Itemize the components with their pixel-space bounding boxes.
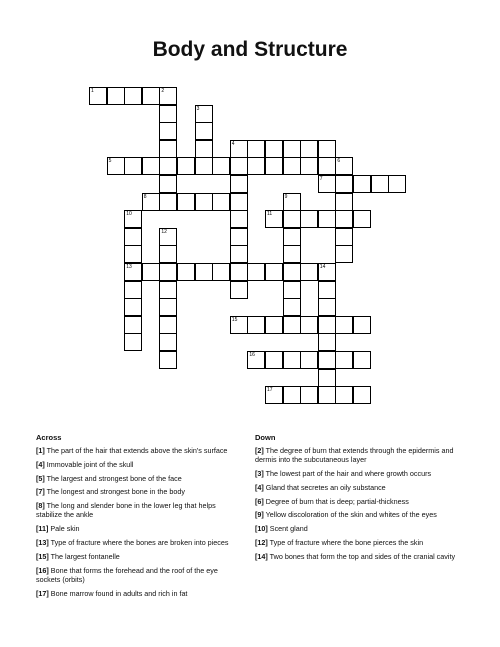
clue-number-label: [5]: [36, 473, 45, 483]
clue-text: Bone that forms the forehead and the roof of the eye sockets (orbits): [36, 565, 218, 584]
puzzle-title: Body and Structure: [152, 38, 348, 61]
clue-text: Bone marrow found in adults and rich in fat: [48, 588, 188, 598]
grid-cell[interactable]: [142, 263, 160, 281]
clue-text: The long and slender bone in the lower leg that helps stabilize the ankle: [36, 501, 216, 520]
grid-cell[interactable]: [159, 157, 177, 175]
grid-cell[interactable]: [124, 281, 142, 299]
grid-cell[interactable]: [124, 298, 142, 316]
clue-number: 8: [143, 193, 147, 200]
grid-cell[interactable]: [300, 210, 318, 228]
grid-cell[interactable]: [283, 281, 301, 299]
grid-cell[interactable]: [159, 281, 177, 299]
clue-item: [36, 538, 241, 547]
clue-number-label: [13]: [36, 537, 49, 547]
grid-cell[interactable]: [353, 175, 371, 193]
grid-cell[interactable]: [283, 228, 301, 246]
grid-cell[interactable]: [247, 263, 265, 281]
grid-cell[interactable]: [318, 263, 336, 281]
clue-item: [36, 487, 241, 496]
clue-number-label: [4]: [36, 459, 45, 469]
grid-cell[interactable]: [265, 157, 283, 175]
clue-text: Immovable joint of the skull: [44, 459, 134, 469]
grid-cell[interactable]: [212, 263, 230, 281]
grid-cell[interactable]: [124, 210, 142, 228]
clue-item: [255, 510, 470, 519]
grid-cell[interactable]: [335, 157, 353, 175]
grid-cell[interactable]: [230, 281, 248, 299]
grid-cell[interactable]: [283, 351, 301, 369]
clue-number: 7: [319, 176, 323, 182]
grid-cell[interactable]: [318, 351, 336, 369]
clue-number-label: [2]: [255, 446, 264, 455]
clue-number-label: [16]: [36, 565, 49, 575]
clue-number-label: [3]: [255, 469, 264, 478]
grid-cell[interactable]: [283, 386, 301, 404]
grid-cell[interactable]: [159, 193, 177, 211]
grid-cell[interactable]: [283, 316, 301, 334]
grid-cell[interactable]: [353, 386, 371, 404]
grid-cell[interactable]: [195, 263, 213, 281]
clue-item: [36, 552, 241, 561]
clue-item: [255, 469, 470, 478]
grid-cell[interactable]: [212, 157, 230, 175]
grid-cell[interactable]: [318, 386, 336, 404]
clue-number-label: [1]: [36, 446, 45, 455]
clue-number-label: [7]: [36, 487, 45, 497]
grid-cell[interactable]: [300, 316, 318, 334]
grid-cell[interactable]: [283, 193, 301, 211]
clue-number: 9: [284, 193, 288, 200]
grid-cell[interactable]: [195, 105, 213, 123]
grid-cell[interactable]: [230, 228, 248, 246]
grid-cell[interactable]: [353, 351, 371, 369]
grid-cell[interactable]: [195, 157, 213, 175]
grid-cell[interactable]: [300, 386, 318, 404]
clue-number-label: [8]: [36, 501, 45, 511]
grid-cell[interactable]: [195, 122, 213, 140]
grid-cell[interactable]: [335, 228, 353, 246]
clue-number-label: [12]: [255, 537, 268, 547]
clue-item: [36, 589, 241, 598]
grid-cell[interactable]: [159, 333, 177, 351]
grid-cell[interactable]: [107, 87, 125, 105]
grid-cell[interactable]: [283, 263, 301, 281]
grid-cell[interactable]: [265, 316, 283, 334]
grid-cell[interactable]: [283, 245, 301, 263]
grid-cell[interactable]: [124, 263, 142, 281]
grid-cell[interactable]: [318, 281, 336, 299]
grid-cell[interactable]: [159, 122, 177, 140]
grid-cell[interactable]: [265, 210, 283, 228]
grid-cell[interactable]: [283, 298, 301, 316]
grid-cell[interactable]: [159, 87, 177, 105]
grid-cell[interactable]: [177, 263, 195, 281]
clue-number-label: [4]: [255, 482, 264, 492]
clue-text: Yellow discoloration of the skin and whites of the eyes: [263, 510, 437, 520]
grid-cell[interactable]: [159, 245, 177, 263]
grid-cell[interactable]: [283, 140, 301, 158]
clue-number-label: [10]: [255, 524, 268, 534]
clue-item: [36, 566, 241, 584]
grid-cell[interactable]: [300, 263, 318, 281]
clue-item: [36, 460, 241, 469]
grid-cell[interactable]: [247, 316, 265, 334]
clue-item: [36, 446, 241, 455]
grid-cell[interactable]: [318, 175, 336, 193]
grid-cell[interactable]: [159, 140, 177, 158]
grid-cell[interactable]: [230, 175, 248, 193]
grid-cell[interactable]: [318, 210, 336, 228]
grid-cell[interactable]: [230, 316, 248, 334]
clue-number-label: [11]: [36, 524, 49, 534]
grid-cell[interactable]: [124, 228, 142, 246]
grid-cell[interactable]: [124, 87, 142, 105]
grid-cell[interactable]: [124, 245, 142, 263]
grid-cell[interactable]: [195, 140, 213, 158]
grid-cell[interactable]: [159, 298, 177, 316]
clue-number: 3: [196, 105, 200, 112]
grid-cell[interactable]: [265, 386, 283, 404]
grid-cell[interactable]: [247, 140, 265, 158]
clue-text: Type of fracture where the bones are broken into pieces: [48, 537, 229, 547]
clue-text: The longest and strongest bone in the body: [44, 487, 185, 497]
grid-cell[interactable]: [230, 140, 248, 158]
down-heading: Down: [255, 433, 276, 442]
clue-number: 10: [126, 211, 132, 218]
grid-cell[interactable]: [124, 333, 142, 351]
clue-item: [255, 524, 470, 533]
grid-cell[interactable]: [318, 333, 336, 351]
grid-cell[interactable]: [89, 87, 107, 105]
grid-cell[interactable]: [318, 157, 336, 175]
clue-item: [255, 552, 470, 561]
grid-cell[interactable]: [230, 263, 248, 281]
clue-number: 1: [91, 88, 94, 94]
clue-text: The largest fontanelle: [48, 551, 120, 561]
grid-cell[interactable]: [318, 369, 336, 387]
clue-number-label: [17]: [36, 588, 49, 598]
grid-cell[interactable]: [124, 316, 142, 334]
clue-text: Type of fracture where the bone pierces the skin: [267, 537, 424, 547]
clue-text: The lowest part of the hair and where growth occurs: [263, 469, 432, 478]
grid-cell[interactable]: [230, 157, 248, 175]
grid-cell[interactable]: [142, 193, 160, 211]
grid-cell[interactable]: [318, 298, 336, 316]
grid-cell[interactable]: [230, 210, 248, 228]
clue-number: 12: [161, 228, 167, 235]
grid-cell[interactable]: [265, 351, 283, 369]
clue-number: 17: [267, 387, 273, 394]
grid-cell[interactable]: [159, 175, 177, 193]
clue-item: [36, 501, 241, 519]
grid-cell[interactable]: [335, 210, 353, 228]
grid-cell[interactable]: [230, 193, 248, 211]
grid-cell[interactable]: [335, 175, 353, 193]
grid-cell[interactable]: [300, 157, 318, 175]
clue-number: 15: [231, 316, 238, 323]
clue-item: [255, 497, 470, 506]
clue-number: 6: [337, 158, 341, 165]
grid-cell[interactable]: [300, 351, 318, 369]
grid-cell[interactable]: [335, 193, 353, 211]
clue-item: [255, 538, 470, 547]
clue-number: 13: [126, 264, 132, 270]
clue-number: 4: [231, 140, 235, 147]
grid-cell[interactable]: [265, 263, 283, 281]
grid-cell[interactable]: [159, 351, 177, 369]
grid-cell[interactable]: [159, 228, 177, 246]
grid-cell[interactable]: [318, 316, 336, 334]
clue-item: [255, 446, 470, 464]
grid-cell[interactable]: [283, 157, 301, 175]
grid-cell[interactable]: [159, 316, 177, 334]
grid-cell[interactable]: [335, 351, 353, 369]
grid-cell[interactable]: [142, 157, 160, 175]
clue-text: Gland that secretes an oily substance: [263, 482, 386, 492]
grid-cell[interactable]: [335, 316, 353, 334]
down-clue-list: [255, 446, 470, 566]
grid-cell[interactable]: [177, 157, 195, 175]
clue-number-label: [15]: [36, 551, 49, 561]
grid-cell[interactable]: [159, 105, 177, 123]
clue-number: 11: [267, 211, 273, 218]
grid-cell[interactable]: [159, 263, 177, 281]
grid-cell[interactable]: [247, 351, 265, 369]
across-heading: Across: [36, 433, 62, 442]
clue-item: [36, 474, 241, 483]
grid-cell[interactable]: [371, 175, 389, 193]
grid-cell[interactable]: [265, 140, 283, 158]
grid-cell[interactable]: [353, 316, 371, 334]
grid-cell[interactable]: [142, 87, 160, 105]
clue-number: 14: [319, 264, 326, 270]
grid-cell[interactable]: [195, 193, 213, 211]
clue-number-label: [6]: [255, 496, 264, 506]
clue-text: The part of the hair that extends above the skin's surface: [44, 446, 228, 455]
grid-cell[interactable]: [230, 245, 248, 263]
across-clue-list: [36, 446, 241, 602]
clue-number-label: [14]: [255, 551, 268, 561]
grid-cell[interactable]: [300, 140, 318, 158]
clue-number: 2: [161, 88, 165, 94]
clue-number: 16: [249, 352, 255, 358]
grid-cell[interactable]: [318, 140, 336, 158]
clue-text: The largest and strongest bone of the face: [44, 473, 182, 483]
clue-text: The degree of burn that extends through the epidermis and dermis into the subcutaneous layer: [255, 446, 454, 465]
clue-item: [36, 524, 241, 533]
grid-cell[interactable]: [388, 175, 406, 193]
clue-number: 5: [108, 158, 112, 165]
clue-number-label: [9]: [255, 510, 264, 520]
grid-cell[interactable]: [353, 210, 371, 228]
clue-item: [255, 483, 470, 492]
grid-cell[interactable]: [107, 157, 125, 175]
clue-text: Two bones that form the top and sides of the cranial cavity: [267, 551, 456, 561]
grid-cell[interactable]: [212, 193, 230, 211]
grid-cell[interactable]: [124, 157, 142, 175]
clue-text: Scent gland: [267, 524, 308, 534]
grid-cell[interactable]: [177, 193, 195, 211]
grid-cell[interactable]: [335, 386, 353, 404]
grid-cell[interactable]: [335, 245, 353, 263]
clue-text: Degree of burn that is deep; partial-thickness: [263, 496, 409, 506]
grid-cell[interactable]: [283, 210, 301, 228]
clue-text: Pale skin: [48, 524, 80, 534]
grid-cell[interactable]: [247, 157, 265, 175]
